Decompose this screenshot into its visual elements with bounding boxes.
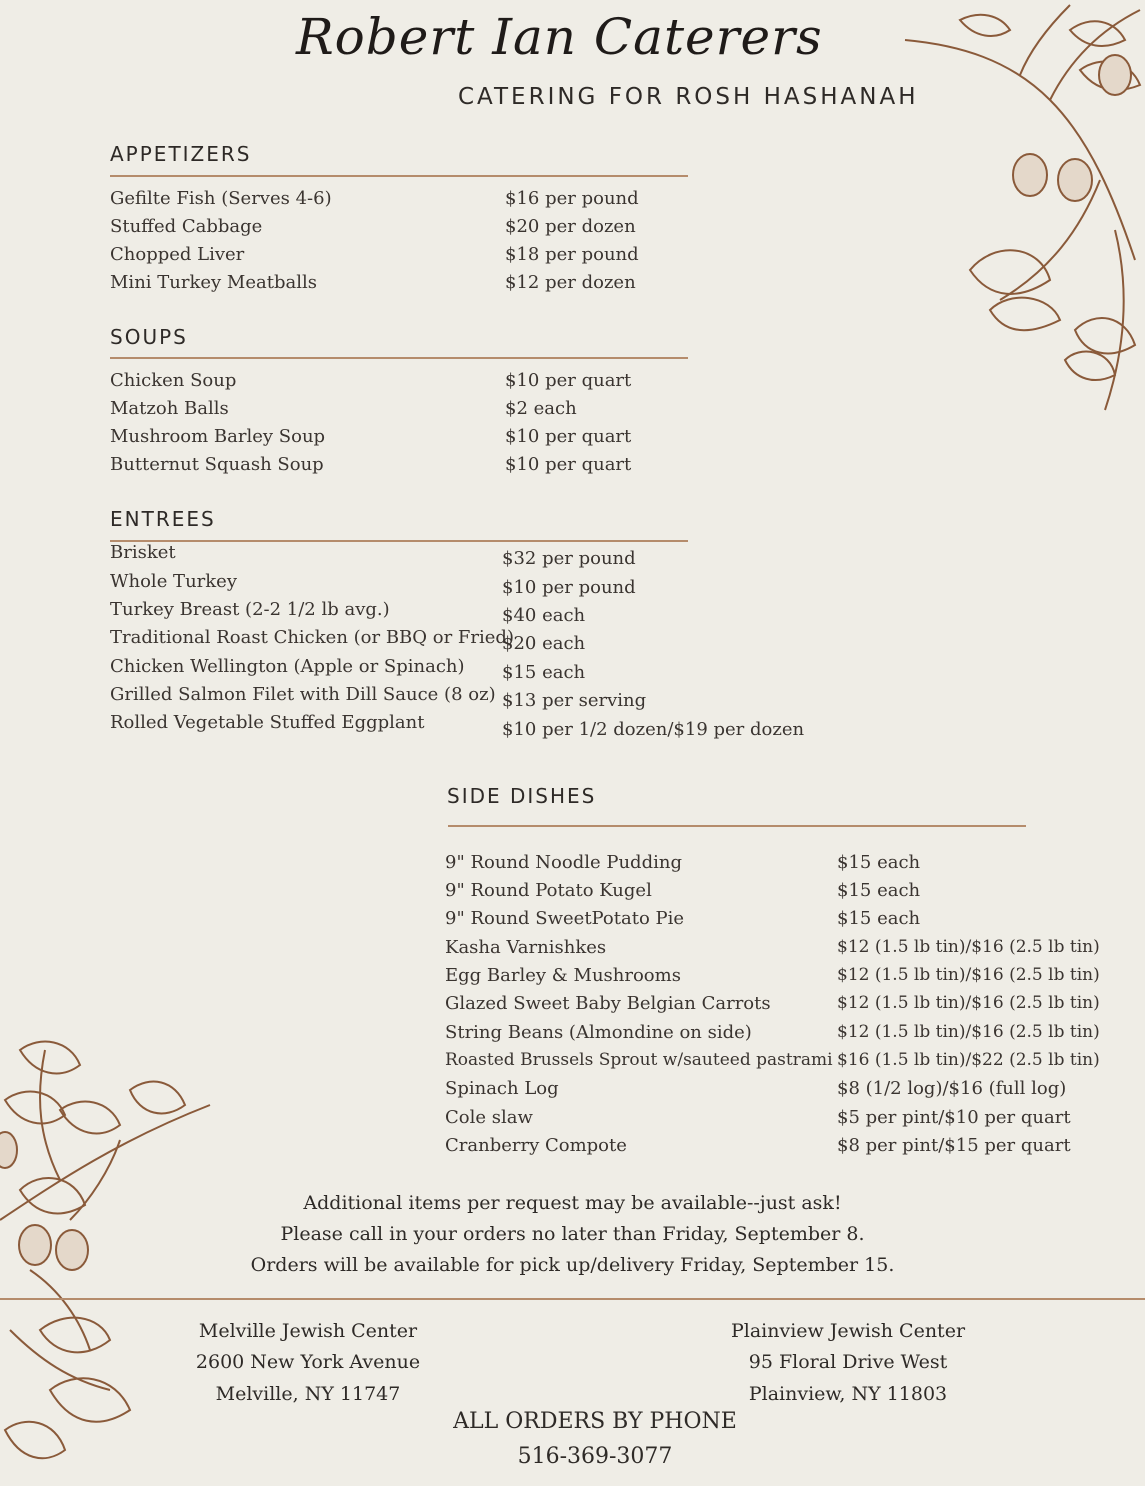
menu-item-name: Matzoh Balls (110, 398, 229, 419)
menu-item-name: Grilled Salmon Filet with Dill Sauce (8 oz) (110, 684, 496, 705)
menu-item-price: $12 (1.5 lb tin)/$16 (2.5 lb tin) (837, 993, 1100, 1013)
location-city: Plainview, NY 11803 (748, 1383, 948, 1405)
menu-item-price: $32 per pound (502, 548, 636, 569)
menu-item-price: $12 (1.5 lb tin)/$16 (2.5 lb tin) (837, 937, 1100, 957)
section-title: SOUPS (110, 325, 188, 349)
menu-item-price: $40 each (502, 605, 586, 626)
section-divider (110, 357, 688, 359)
menu-item-name: 9" Round Noodle Pudding (445, 852, 682, 873)
section-title: ENTREES (110, 507, 216, 531)
menu-item-name: Chopped Liver (110, 244, 245, 265)
footer-divider (0, 1298, 1145, 1300)
menu-item-name: Whole Turkey (110, 571, 237, 592)
menu-item-price: $16 (1.5 lb tin)/$22 (2.5 lb tin) (837, 1050, 1100, 1070)
menu-item-price: $10 per quart (505, 370, 632, 391)
note-additional-items: Additional items per request may be available--just ask! (303, 1192, 842, 1214)
menu-item-price: $10 per quart (505, 426, 632, 447)
fig-branch-illustration-top-right (900, 0, 1145, 420)
menu-item-name: 9" Round Potato Kugel (445, 880, 652, 901)
section-divider (448, 825, 1026, 827)
menu-item-price: $15 each (837, 880, 921, 901)
menu-item-price: $12 per dozen (505, 272, 636, 293)
location-name: Melville Jewish Center (198, 1320, 418, 1342)
menu-item-price: $10 per pound (502, 577, 636, 598)
menu-item-name: Gefilte Fish (Serves 4-6) (110, 188, 332, 209)
menu-item-name: Cole slaw (445, 1107, 533, 1128)
section-title: APPETIZERS (110, 142, 252, 166)
menu-item-name: Glazed Sweet Baby Belgian Carrots (445, 993, 771, 1014)
menu-item-name: Stuffed Cabbage (110, 216, 263, 237)
menu-item-name: Chicken Soup (110, 370, 237, 391)
page-subtitle: CATERING FOR ROSH HASHANAH (458, 84, 919, 110)
location-plainview (708, 1320, 988, 1414)
note-pickup-date: Orders will be available for pick up/delivery Friday, September 15. (250, 1254, 895, 1276)
orders-label: ALL ORDERS BY PHONE (453, 1409, 737, 1434)
menu-item-price: $13 per serving (502, 690, 647, 711)
menu-item-name: Kasha Varnishkes (445, 937, 607, 958)
menu-item-price: $15 each (837, 908, 921, 929)
menu-item-price: $16 per pound (505, 188, 639, 209)
menu-item-name: Cranberry Compote (445, 1135, 627, 1156)
section-title: SIDE DISHES (447, 784, 597, 808)
menu-item-price: $10 per quart (505, 454, 632, 475)
location-city: Melville, NY 11747 (215, 1383, 401, 1405)
menu-item-price: $20 per dozen (505, 216, 636, 237)
section-divider (110, 540, 688, 542)
menu-item-name: Brisket (110, 542, 176, 563)
menu-item-name: Traditional Roast Chicken (or BBQ or Fried) (110, 627, 514, 648)
menu-item-name: String Beans (Almondine on side) (445, 1022, 752, 1043)
brand-title: Robert Ian Caterers (296, 8, 823, 66)
menu-item-price: $18 per pound (505, 244, 639, 265)
menu-item-price: $10 per 1/2 dozen/$19 per dozen (502, 719, 805, 740)
menu-item-price: $2 each (505, 398, 577, 419)
menu-item-price: $20 each (502, 633, 586, 654)
menu-item-name: Egg Barley & Mushrooms (445, 965, 681, 986)
menu-item-name: Butternut Squash Soup (110, 454, 324, 475)
menu-item-name: Mushroom Barley Soup (110, 426, 326, 447)
menu-item-price: $8 per pint/$15 per quart (837, 1135, 1071, 1156)
location-name: Plainview Jewish Center (730, 1320, 966, 1342)
section-divider (110, 175, 688, 177)
menu-item-name: Turkey Breast (2-2 1/2 lb avg.) (110, 599, 390, 620)
menu-item-price: $5 per pint/$10 per quart (837, 1107, 1071, 1128)
menu-item-name: Chicken Wellington (Apple or Spinach) (110, 656, 465, 677)
menu-item-price: $15 each (837, 852, 921, 873)
menu-item-name: Spinach Log (445, 1078, 559, 1099)
menu-item-price: $8 (1/2 log)/$16 (full log) (837, 1078, 1067, 1099)
phone-number: 516-369-3077 (517, 1444, 673, 1469)
menu-item-name: Mini Turkey Meatballs (110, 272, 317, 293)
menu-item-name: Roasted Brussels Sprout w/sauteed pastrami (445, 1050, 833, 1070)
menu-item-name: Rolled Vegetable Stuffed Eggplant (110, 712, 425, 733)
location-street: 95 Floral Drive West (748, 1351, 948, 1373)
location-street: 2600 New York Avenue (195, 1351, 421, 1373)
menu-item-price: $12 (1.5 lb tin)/$16 (2.5 lb tin) (837, 1022, 1100, 1042)
menu-item-price: $12 (1.5 lb tin)/$16 (2.5 lb tin) (837, 965, 1100, 985)
menu-item-price: $15 each (502, 662, 586, 683)
location-melville (168, 1320, 448, 1414)
menu-item-name: 9" Round SweetPotato Pie (445, 908, 685, 929)
note-order-deadline: Please call in your orders no later than Friday, September 8. (280, 1223, 865, 1245)
